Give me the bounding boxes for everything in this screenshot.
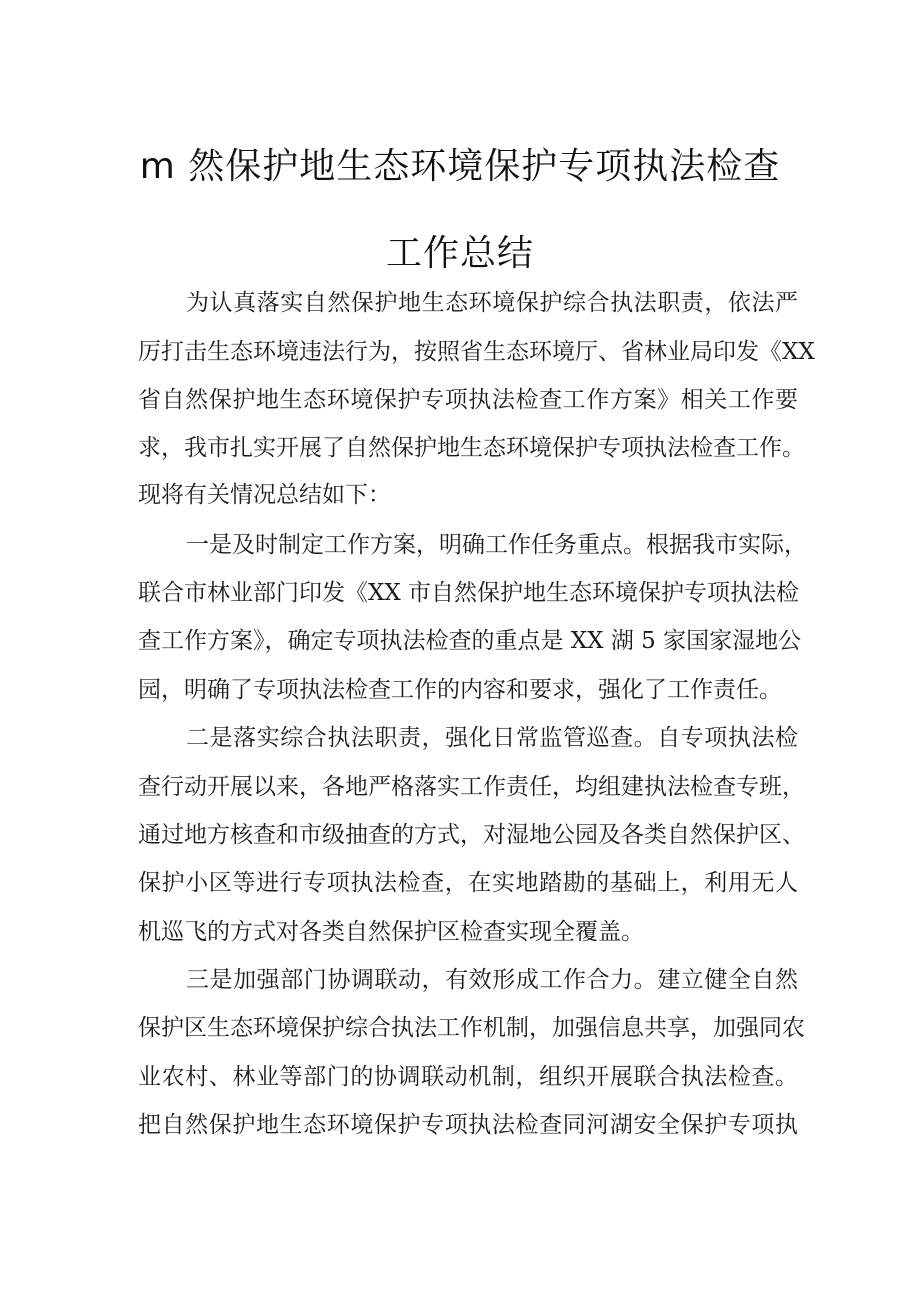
paragraph-line: 一是及时制定工作方案，明确工作任务重点。根据我市实际， xyxy=(186,532,807,558)
paragraph-line: 三是加强部门协调联动，有效形成工作合力。建立健全自然 xyxy=(186,967,798,993)
paragraph-line: 机巡飞的方式对各类自然保护区检查实现全覆盖。 xyxy=(138,919,644,945)
paragraph-line: 省自然保护地生态环境保护专项执法检查工作方案》相关工作要 xyxy=(138,387,798,413)
paragraph-line: 联合市林业部门印发《XX 市自然保护地生态环境保护专项执法检 xyxy=(138,580,800,606)
paragraph-line: 业农村、林业等部门的协调联动机制，组织开展联合执法检查。 xyxy=(138,1064,798,1090)
paragraph-line: 求，我市扎实开展了自然保护地生态环境保护专项执法检查工作。 xyxy=(138,435,805,461)
paragraph-line: 厉打击生态环境违法行为，按照省生态环境厅、省林业局印发《XX xyxy=(138,339,815,365)
paragraph-line: 查工作方案》，确定专项执法检查的重点是 XX 湖 5 家国家湿地公 xyxy=(138,628,802,654)
paragraph-line: 查行动开展以来，各地严格落实工作责任，均组建执法检查专班， xyxy=(138,774,805,800)
document-title-line-1: m 然保护地生态环境保护专项执法检查 xyxy=(139,146,781,187)
paragraph-line: 保护区生态环境保护综合执法工作机制，加强信息共享，加强同农 xyxy=(138,1015,805,1041)
paragraph-line: 二是落实综合执法职责，强化日常监管巡查。自专项执法检 xyxy=(186,725,798,751)
paragraph-line: 把自然保护地生态环境保护专项执法检查同河湖安全保护专项执 xyxy=(138,1112,798,1138)
paragraph-line: 现将有关情况总结如下： xyxy=(138,482,391,508)
paragraph-line: 保护小区等进行专项执法检查，在实地踏勘的基础上，利用无人 xyxy=(138,870,798,896)
paragraph-line: 园，明确了专项执法检查工作的内容和要求，强化了工作责任。 xyxy=(138,677,782,703)
document-title-line-2: 工作总结 xyxy=(385,233,534,274)
paragraph-line: 通过地方核查和市级抽查的方式，对湿地公园及各类自然保护区、 xyxy=(138,822,805,848)
paragraph-line: 为认真落实自然保护地生态环境保护综合执法职责，依法严 xyxy=(186,290,798,316)
